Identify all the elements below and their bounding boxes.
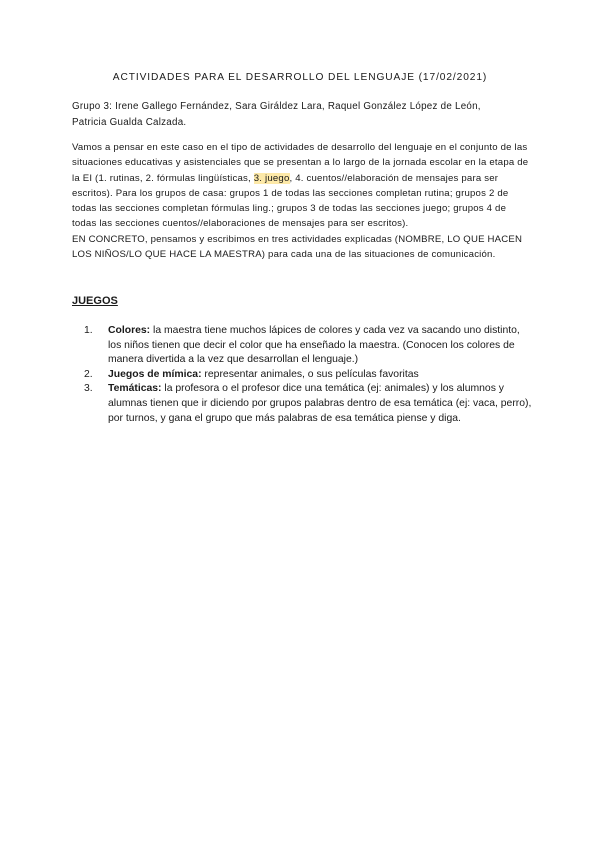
group-line-1: Grupo 3: Irene Gallego Fernández, Sara Giráldez Lara, Raquel González López de León, [72,101,481,112]
game-name: Temáticas: [108,383,162,395]
group-members [72,99,532,131]
list-item-number: 3. [84,383,93,395]
list-item [84,324,532,368]
list-item-number: 1. [84,325,93,336]
document-title: ACTIVIDADES PARA EL DESARROLLO DEL LENGUAJE (17/02/2021) [112,72,488,83]
intro-paragraph-2: EN CONCRETO, pensamos y escribimos en tres actividades explicadas (NOMBRE, LO QUE HACEN LOS NIÑOS/LO QUE HACE LA MAESTRA) para cada una de las situaciones de comunicación. [72,233,523,261]
game-name: Juegos de mímica: [108,368,202,380]
intro-paragraph-1 [72,140,532,232]
intro-text-part-1: Vamos a pensar en este caso en el tipo de actividades de desarrollo del lenguaje en el conjunto de las situaciones educativas y asistenciales que se presentan a lo largo de la jornada escolar en la etapa de la EI (1. rutinas, 2. fórmulas lingüísticas, [72,142,529,184]
game-description: la maestra tiene muchos lápices de colores y cada vez va sacando uno distinto, los niños tienen que decir el color que ha enseñado la maestra. (Conocen los colores de manera divertida a la vez que desarrollan el lenguaje.) [108,325,520,366]
section-heading: JUEGOS [72,295,118,307]
list-item [84,368,532,383]
group-line-2: Patricia Gualda Calzada. [72,117,187,128]
intro-text [72,140,532,262]
intro-text-part-2: , 4. cuentos//elaboración de mensajes para ser escritos). Para los grupos de casa: grupos 1 de todas las secciones completan rutina; grupos 2 de todas las secciones completan fórmulas ling.; grupos 3 de todas las secciones juego; grupos 4 de todas las secciones cuentos//elaboraciones de mensajes para ser escritos). [72,172,509,230]
game-description: la profesora o el profesor dice una temática (ej: animales) y los alumnos y alumnas tienen que ir diciendo por grupos palabras dentro de esa temática (ej: vaca, perro), por turnos, y gana el grupo que más palabras de esa temática piense y diga. [108,383,532,424]
games-list [84,324,532,426]
list-item [84,382,532,426]
game-name: Colores: [108,325,151,336]
list-item-number: 2. [84,368,93,380]
game-description: representar animales, o sus películas favoritas [201,368,419,380]
highlighted-text: 3. juego [253,172,290,184]
